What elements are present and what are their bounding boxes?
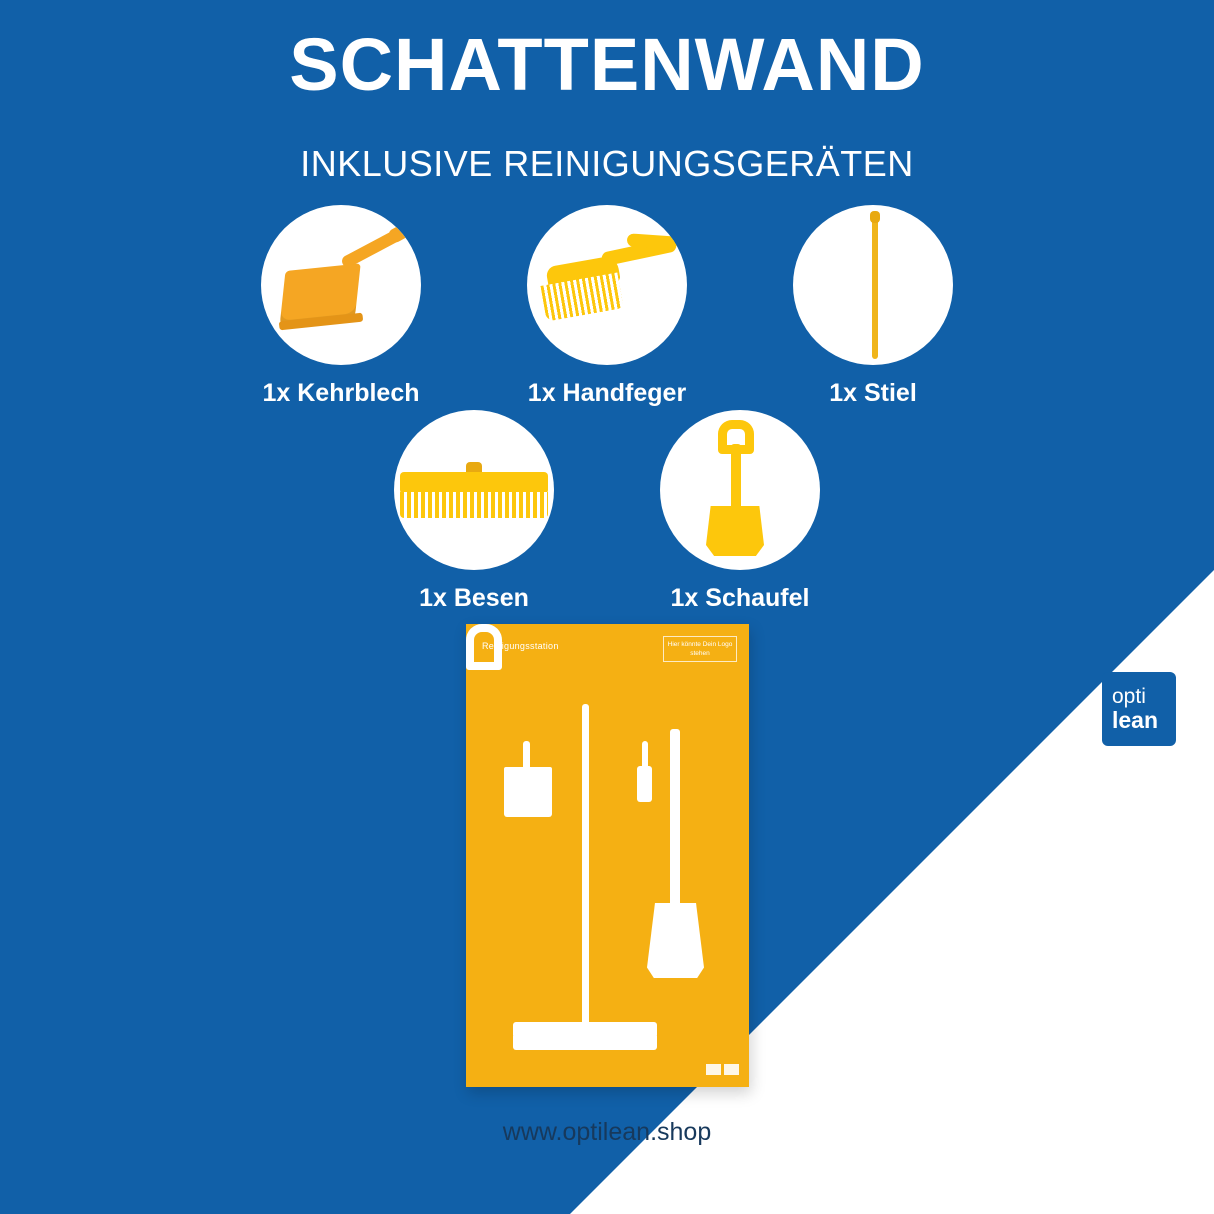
page-subtitle: INKLUSIVE REINIGUNGSGERÄTEN: [300, 143, 914, 184]
board-footer-chip: [706, 1064, 721, 1075]
hand-brush-icon: [527, 205, 687, 365]
item-schaufel: [650, 410, 830, 613]
item-label: 1x Kehrblech: [262, 379, 420, 407]
item-label: 1x Schaufel: [670, 584, 810, 612]
website-url[interactable]: www.optilean.shop: [502, 1118, 712, 1146]
shovel-shaft-shape: [731, 444, 741, 510]
page-title: SCHATTENWAND: [289, 23, 925, 106]
logo-top-text: opti: [1112, 684, 1146, 708]
board-hand-brush-silhouette: [637, 766, 652, 802]
item-label: 1x Besen: [419, 584, 529, 612]
shovel-blade-shape: [706, 506, 764, 556]
item-row-bottom: [0, 410, 1214, 613]
board-broom-stick-silhouette: [582, 704, 589, 1029]
board-footer-chip: [724, 1064, 739, 1075]
item-label: 1x Handfeger: [527, 379, 687, 407]
item-kehrblech: [251, 205, 431, 408]
item-row-top: [0, 205, 1214, 408]
product-board: [466, 624, 749, 1087]
item-handfeger: [517, 205, 697, 408]
item-stiel: [783, 205, 963, 408]
dustpan-icon: [261, 205, 421, 365]
broom-bristles-shape: [400, 492, 548, 518]
item-label: 1x Stiel: [829, 379, 917, 407]
board-title: Reinigungsstation: [482, 641, 559, 651]
stick-shape: [872, 213, 878, 359]
board-shovel-blade-silhouette: [647, 903, 704, 978]
broom-head-shape: [400, 472, 548, 494]
board-logo-placeholder: Hier könnte Dein Logo stehen: [663, 636, 737, 662]
handle-stick-icon: [793, 205, 953, 365]
board-dustpan-silhouette: [504, 767, 552, 817]
stick-top-shape: [870, 211, 880, 223]
optilean-logo: [1102, 672, 1176, 746]
board-shovel-shaft-silhouette: [670, 729, 680, 909]
board-footer-marks: [706, 1064, 739, 1075]
shovel-icon: [660, 410, 820, 570]
board-broom-bristles-silhouette: [513, 1036, 657, 1050]
board-hand-brush-handle-silhouette: [642, 741, 648, 769]
broom-icon: [394, 410, 554, 570]
item-besen: [384, 410, 564, 613]
logo-bottom-text: lean: [1112, 706, 1159, 733]
